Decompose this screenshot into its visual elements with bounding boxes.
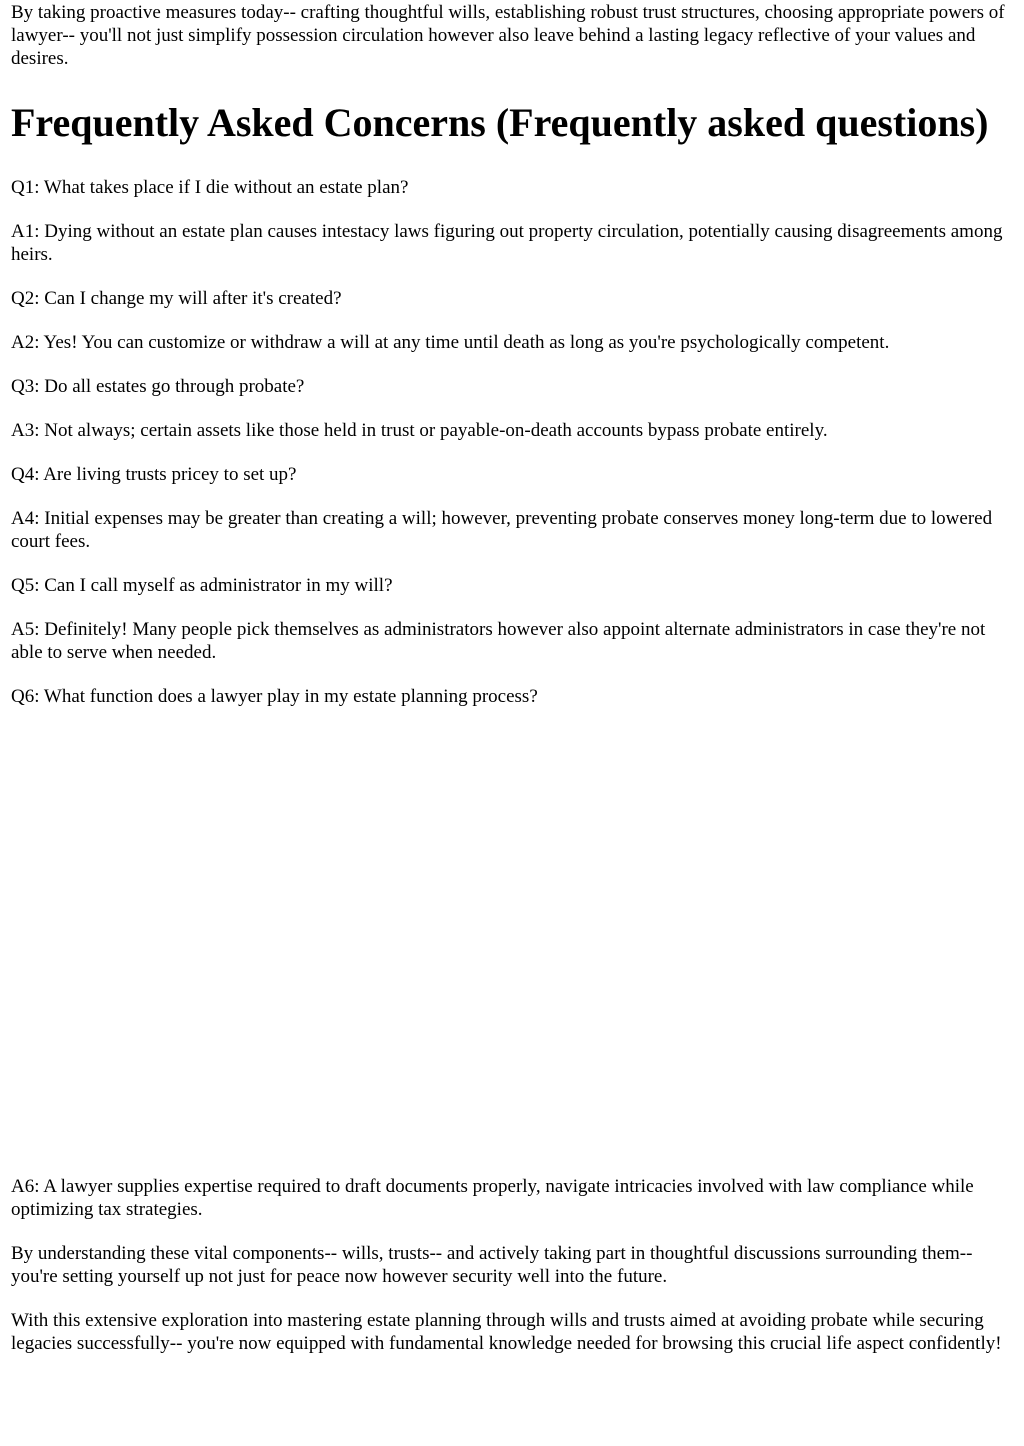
closing-paragraph-1: By understanding these vital components-- wills, trusts-- and actively taking part in thoughtful discussions surrounding them-- you're setting yourself up not just for peace now however security well into the future. <box>11 1243 973 1287</box>
faq-list <box>11 176 1013 1221</box>
faq-question-2: Q2: Can I change my will after it's created? <box>11 288 342 309</box>
blank-space <box>11 729 1013 1175</box>
faq-answer-6: A6: A lawyer supplies expertise required to draft documents properly, navigate intricacies involved with law compliance while optimizing tax strategies. <box>11 1176 974 1220</box>
faq-answer-2: A2: Yes! You can customize or withdraw a will at any time until death as long as you're psychologically competent. <box>11 332 890 353</box>
faq-question-1: Q1: What takes place if I die without an estate plan? <box>11 177 409 198</box>
faq-answer-3: A3: Not always; certain assets like those held in trust or payable-on-death accounts bypass probate entirely. <box>11 420 828 441</box>
faq-question-3: Q3: Do all estates go through probate? <box>11 376 305 397</box>
faq-question-5: Q5: Can I call myself as administrator in my will? <box>11 575 393 596</box>
faq-question-6: Q6: What function does a lawyer play in my estate planning process? <box>11 686 538 707</box>
intro-paragraph: By taking proactive measures today-- crafting thoughtful wills, establishing robust trust structures, choosing appropriate powers of lawyer-- you'll not just simplify possession circulation however also leave behind a lasting legacy reflective of your values and desires. <box>11 2 1005 69</box>
closing-section <box>11 1242 1013 1355</box>
faq-heading: Frequently Asked Concerns (Frequently asked questions) <box>11 100 989 145</box>
faq-answer-1: A1: Dying without an estate plan causes intestacy laws figuring out property circulation, potentially causing disagreements among heirs. <box>11 221 1003 265</box>
closing-paragraph-2: With this extensive exploration into mastering estate planning through wills and trusts aimed at avoiding probate while securing legacies successfully-- you're now equipped with fundamental knowledge needed for browsing this crucial life aspect confidently! <box>11 1310 1002 1354</box>
faq-answer-5: A5: Definitely! Many people pick themselves as administrators however also appoint alternate administrators in case they're not able to serve when needed. <box>11 619 986 663</box>
faq-answer-4: A4: Initial expenses may be greater than creating a will; however, preventing probate conserves money long-term due to lowered court fees. <box>11 508 993 552</box>
faq-question-4: Q4: Are living trusts pricey to set up? <box>11 464 297 485</box>
